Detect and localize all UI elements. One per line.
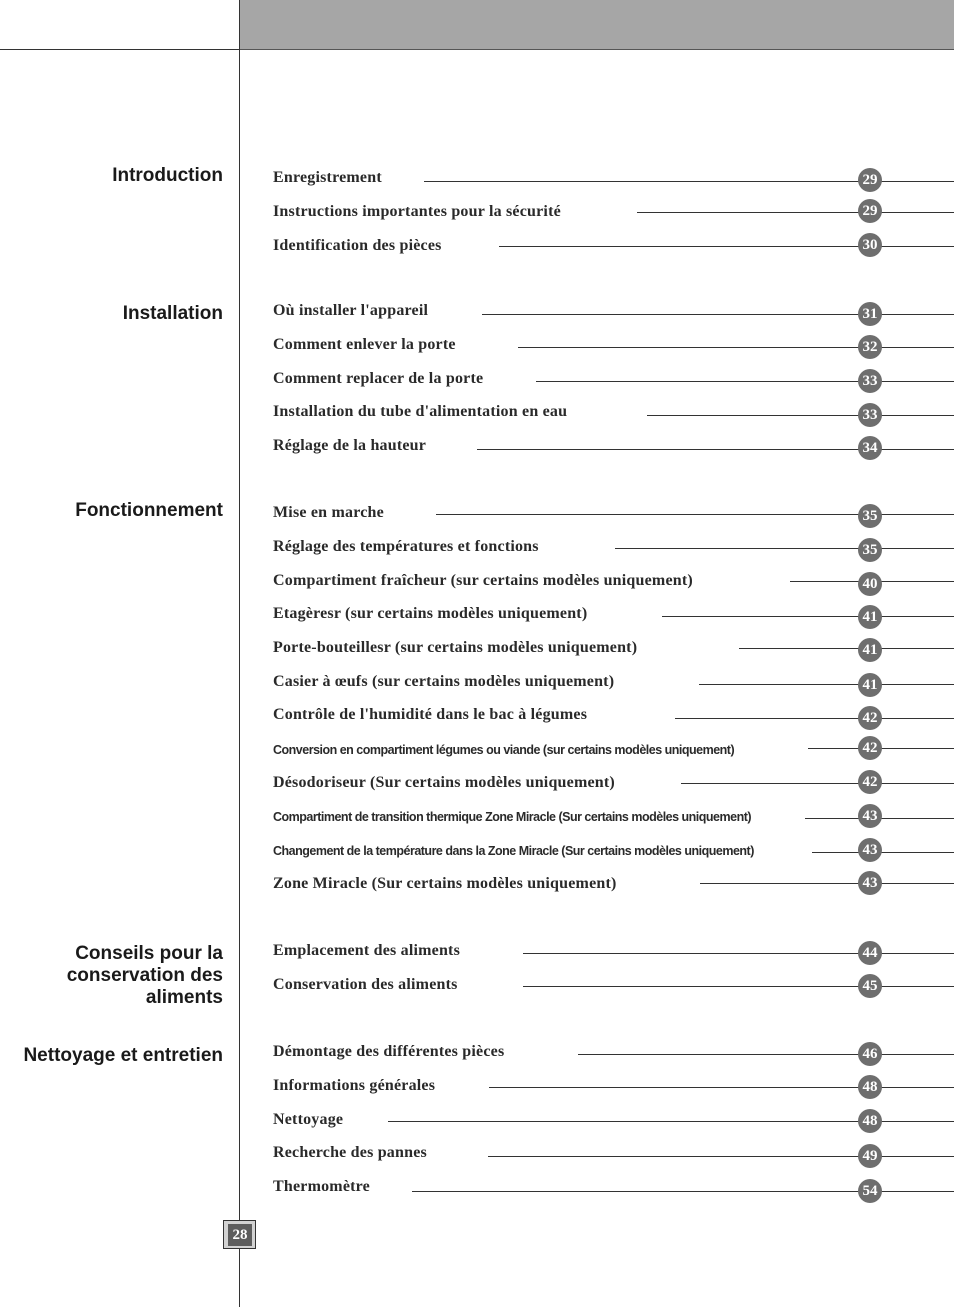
- toc-entry-label: Conservation des aliments: [273, 976, 458, 993]
- toc-entry-label: Comment replacer de la porte: [273, 370, 484, 387]
- page-number-badge: 45: [858, 974, 882, 998]
- toc-leader-line: [499, 246, 954, 247]
- toc-entry[interactable]: [273, 302, 954, 322]
- toc-entry-label: Nettoyage: [273, 1111, 344, 1128]
- toc-entry[interactable]: [273, 403, 954, 423]
- toc-leader-line: [637, 212, 954, 213]
- toc-entry-label: Casier à œufs (sur certains modèles uniquement): [273, 673, 615, 690]
- section-title-nettoyage: Nettoyage et entretien: [23, 1045, 223, 1066]
- toc-leader-line: [477, 449, 954, 450]
- toc-entry[interactable]: [273, 169, 954, 189]
- toc-leader-line: [700, 883, 954, 884]
- toc-entry-label: Enregistrement: [273, 169, 382, 186]
- toc-entry-label: Réglage des températures et fonctions: [273, 538, 539, 555]
- toc-entry[interactable]: [273, 437, 954, 457]
- toc-entry-label: Thermomètre: [273, 1178, 370, 1195]
- page-number-badge: 33: [858, 403, 882, 427]
- page-number-badge: 35: [858, 538, 882, 562]
- toc-leader-line: [489, 1087, 954, 1088]
- toc-leader-line: [523, 953, 954, 954]
- page-number-badge: 41: [858, 673, 882, 697]
- toc-entry[interactable]: [273, 1144, 954, 1164]
- toc-entry[interactable]: [273, 1178, 954, 1198]
- page-number-badge: 44: [858, 941, 882, 965]
- page-number-badge: 48: [858, 1075, 882, 1099]
- toc-entry[interactable]: [273, 639, 954, 659]
- page-number-badge: 30: [858, 233, 882, 257]
- page-number-badge: 35: [858, 504, 882, 528]
- page-number-badge: 54: [858, 1179, 882, 1203]
- toc-entry-label: Comment enlever la porte: [273, 336, 456, 353]
- toc-entry[interactable]: [273, 976, 954, 996]
- toc-entry[interactable]: [273, 942, 954, 962]
- toc-entry[interactable]: [273, 875, 954, 895]
- toc-entry[interactable]: [273, 841, 954, 861]
- toc-leader-line: [536, 381, 954, 382]
- toc-entry-label: Démontage des différentes pièces: [273, 1043, 505, 1060]
- toc-entry-label: Réglage de la hauteur: [273, 437, 427, 454]
- toc-entry-label: Compartiment fraîcheur (sur certains modèles uniquement): [273, 572, 693, 589]
- page-number-badge: 43: [858, 838, 882, 862]
- toc-leader-line: [681, 783, 954, 784]
- toc-entry-label: Zone Miracle (Sur certains modèles uniquement): [273, 875, 617, 892]
- page-number-badge: 42: [858, 706, 882, 730]
- toc-entry[interactable]: [273, 504, 954, 524]
- page-number-badge: 41: [858, 638, 882, 662]
- toc-entry-label: Changement de la température dans la Zone Miracle (Sur certains modèles uniquement): [273, 844, 754, 858]
- section-title-introduction: Introduction: [112, 165, 223, 186]
- toc-entry-label: Etagèresr (sur certains modèles uniquement): [273, 605, 588, 622]
- page-number-badge: 42: [858, 736, 882, 760]
- toc-entry-label: Mise en marche: [273, 504, 384, 521]
- page-number-badge: 43: [858, 871, 882, 895]
- toc-entry[interactable]: [273, 203, 954, 223]
- toc-entry-label: Informations générales: [273, 1077, 436, 1094]
- toc-entry[interactable]: [273, 336, 954, 356]
- toc-entry[interactable]: [273, 1111, 954, 1131]
- section-title-installation: Installation: [122, 303, 223, 324]
- toc-entry-label: Porte-bouteillesr (sur certains modèles uniquement): [273, 639, 638, 656]
- toc-entry[interactable]: [273, 673, 954, 693]
- page-number: 28: [228, 1224, 252, 1246]
- toc-entry-label: Identification des pièces: [273, 237, 442, 254]
- page-number-badge: 29: [858, 199, 882, 223]
- toc-entry[interactable]: [273, 605, 954, 625]
- toc-entry-label: Où installer l'appareil: [273, 302, 429, 319]
- page-number-badge: 41: [858, 605, 882, 629]
- toc-leader-line: [812, 852, 954, 853]
- toc-entry-label: Conversion en compartiment légumes ou viande (sur certains modèles uniquement): [273, 743, 735, 757]
- section-title-fonctionnement: Fonctionnement: [75, 500, 223, 521]
- toc-entry[interactable]: [273, 807, 954, 827]
- margin-divider: [239, 0, 240, 1307]
- toc-leader-line: [518, 347, 954, 348]
- page-number-badge: 32: [858, 335, 882, 359]
- page-number-badge: 49: [858, 1144, 882, 1168]
- toc-leader-line: [662, 616, 954, 617]
- toc-entry[interactable]: [273, 237, 954, 257]
- toc-leader-line: [647, 415, 954, 416]
- page-number-badge: 40: [858, 572, 882, 596]
- toc-entry[interactable]: [273, 538, 954, 558]
- page-number-badge: 34: [858, 436, 882, 460]
- toc-entry[interactable]: [273, 370, 954, 390]
- toc-entry-label: Instructions importantes pour la sécurité: [273, 203, 561, 220]
- section-title-conseils: Conseils pour la conservation des aliments: [66, 943, 223, 1008]
- toc-leader-line: [699, 684, 954, 685]
- page-number-badge: 29: [858, 168, 882, 192]
- toc-leader-line: [578, 1054, 954, 1055]
- toc-leader-line: [739, 648, 954, 649]
- toc-entry-label: Emplacement des aliments: [273, 942, 461, 959]
- toc-entry[interactable]: [273, 1043, 954, 1063]
- toc-entry-label: Recherche des pannes: [273, 1144, 427, 1161]
- page-number-badge: 46: [858, 1042, 882, 1066]
- toc-entry[interactable]: [273, 1077, 954, 1097]
- page-number-box: [223, 1220, 256, 1249]
- toc-entry[interactable]: [273, 706, 954, 726]
- page-number-badge: 42: [858, 770, 882, 794]
- toc-leader-line: [675, 718, 954, 719]
- page-number-badge: 48: [858, 1109, 882, 1133]
- header-left-rule: [0, 49, 240, 50]
- page-number-badge: 31: [858, 302, 882, 326]
- toc-entry-label: Compartiment de transition thermique Zone Miracle (Sur certains modèles uniquement): [273, 810, 752, 824]
- page-number-badge: 43: [858, 804, 882, 828]
- toc-entry[interactable]: [273, 740, 954, 760]
- toc-entry-label: Désodoriseur (Sur certains modèles uniquement): [273, 774, 615, 791]
- toc-leader-line: [523, 986, 954, 987]
- toc-entry[interactable]: [273, 572, 954, 592]
- toc-entry[interactable]: [273, 774, 954, 794]
- header-bar: [240, 0, 954, 50]
- toc-leader-line: [482, 314, 954, 315]
- toc-leader-line: [615, 548, 954, 549]
- toc-leader-line: [488, 1156, 954, 1157]
- toc-entry-label: Contrôle de l'humidité dans le bac à légumes: [273, 706, 588, 723]
- toc-entry-label: Installation du tube d'alimentation en eau: [273, 403, 568, 420]
- page-number-badge: 33: [858, 369, 882, 393]
